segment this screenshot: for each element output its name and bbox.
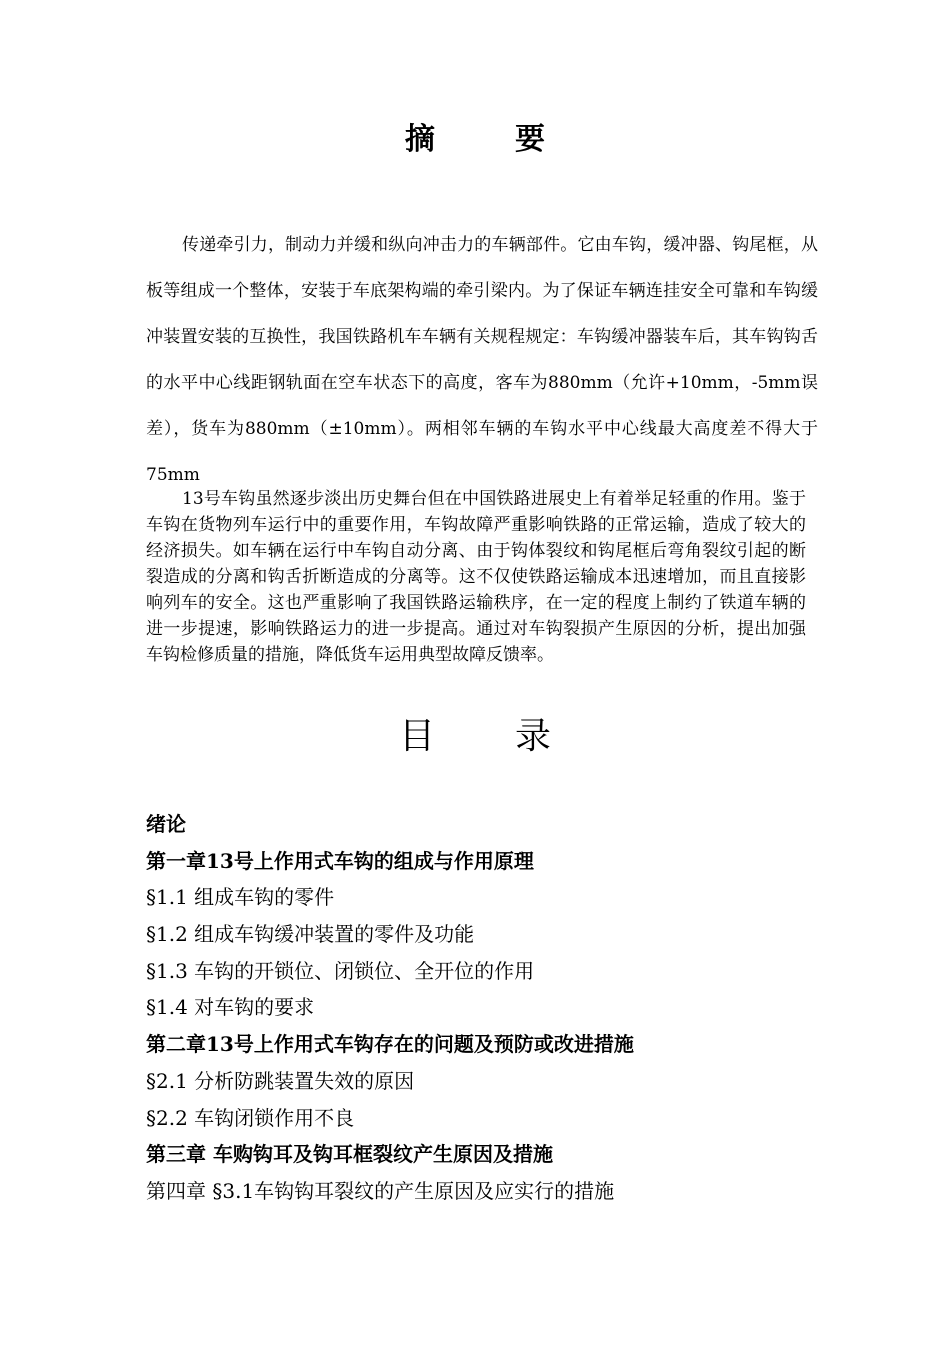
toc-item[interactable]: §2.2 车钩闭锁作用不良 xyxy=(146,1105,355,1130)
toc-list xyxy=(146,806,846,1210)
abstract-paragraph-2: 13号车钩虽然逐步淡出历史舞台但在中国铁路进展史上有着举足轻重的作用。鉴于车钩在货物列车运行中的重要作用，车钩故障严重影响铁路的正常运输，造成了较大的经济损失。如车辆在运行中车钩自动分离、由于钩体裂纹和钩尾框后弯角裂纹引起的断裂造成的分离和钩舌折断造成的分离等。这不仅使铁路运输成本迅速增加，而且直接影响列车的安全。这也严重影响了我国铁路运输秩序，在一定的程度上制约了铁道车辆的进一步提速，影响铁路运力的进一步提高。通过对车钩裂损产生原因的分析，提出加强车钩检修质量的措施，降低货车运用典型故障反馈率。 xyxy=(146,489,806,665)
toc-item[interactable]: 绪论 xyxy=(146,812,186,836)
toc-item[interactable]: §1.3 车钩的开锁位、闭锁位、全开位的作用 xyxy=(146,958,535,983)
toc-item[interactable]: §2.1 分析防跳装置失效的原因 xyxy=(146,1068,415,1093)
toc-item[interactable]: 第二章13号上作用式车钩存在的问题及预防或改进措施 xyxy=(146,1032,634,1057)
toc-item[interactable]: §1.4 对车钩的要求 xyxy=(146,995,315,1020)
abstract-title: 摘要 xyxy=(405,122,625,157)
toc-item[interactable]: 第三章 车购钩耳及钩耳框裂纹产生原因及措施 xyxy=(146,1142,553,1167)
toc-item[interactable]: §1.1 组成车钩的零件 xyxy=(146,885,335,910)
toc-title: 目录 xyxy=(398,716,631,757)
toc-item[interactable]: §1.2 组成车钩缓冲装置的零件及功能 xyxy=(146,922,475,947)
toc-item[interactable]: 第四章 §3.1车钩钩耳裂纹的产生原因及应实行的措施 xyxy=(146,1178,615,1203)
abstract-paragraph-1: 传递牵引力，制动力并缓和纵向冲击力的车辆部件。它由车钩，缓冲器、钩尾框，从板等组成一个整体，安装于车底架构端的牵引梁内。为了保证车辆连挂安全可靠和车钩缓冲装置安装的互换性，我国铁路机车车辆有关规程规定：车钩缓冲器装车后，其车钩钩舌的水平中心线距钢轨面在空车状态下的高度，客车为880mm（允许+10mm，-5mm误差），货车为880mm（±10mm）。两相邻车辆的车钩水平中心线最大高度差不得大于75mm xyxy=(146,235,818,485)
toc-item[interactable]: 第一章13号上作用式车钩的组成与作用原理 xyxy=(146,848,534,873)
